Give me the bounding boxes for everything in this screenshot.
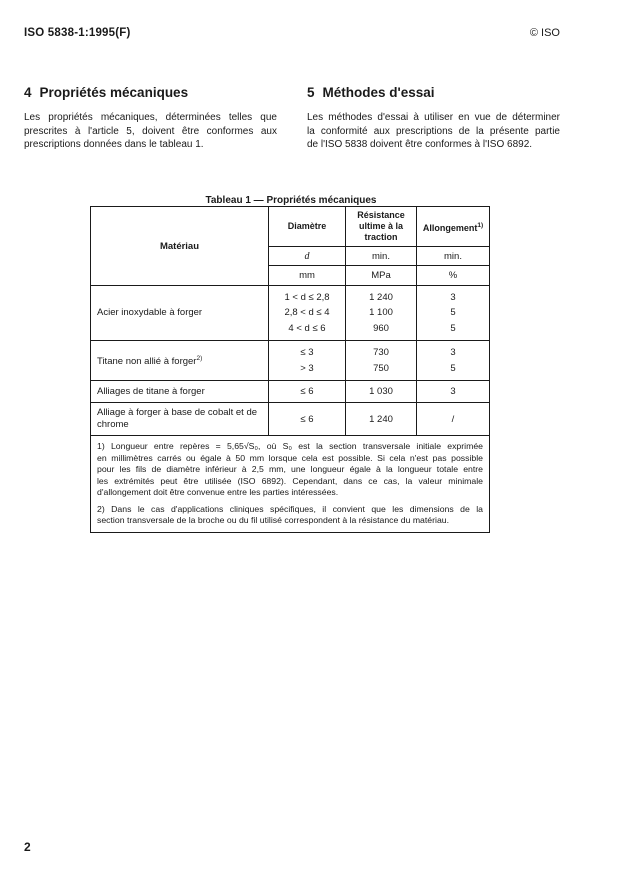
footnote-line: section transversale de la broche ou du fil utilisé correspondent à la résistance du matériau. [97, 515, 450, 525]
header-strength-qualifier: min. [346, 247, 417, 266]
diameter-cell [269, 286, 346, 341]
page-number: 2 [24, 840, 31, 854]
strength-value: 1 240 [369, 291, 393, 303]
elongation-cell: / [417, 403, 490, 436]
section-4-title: Propriétés mécaniques [39, 85, 189, 100]
section-5-number: 5 [307, 85, 315, 100]
header-strength-line: traction [364, 232, 398, 242]
section-5-body [307, 111, 560, 152]
diameter-value: 1 < d ≤ 2,8 [284, 291, 330, 303]
footnote-line: 1) Longueur entre repères = 5,65√S₀, où S₀ est la section transversale initiale exprimée [97, 441, 483, 451]
section-5-heading [307, 85, 435, 100]
table-row [91, 381, 490, 403]
section-4-number: 4 [24, 85, 32, 100]
material-cell: Acier inoxydable à forger [91, 286, 269, 341]
diameter-value: 4 < d ≤ 6 [288, 322, 326, 334]
footnote-2 [97, 504, 483, 527]
diameter-cell [269, 341, 346, 381]
header-strength-line: Résistance [357, 210, 405, 220]
diameter-value: 2,8 < d ≤ 4 [284, 307, 330, 319]
section-4-line: Les propriétés mécaniques, déterminées telles que [24, 112, 277, 123]
elongation-cell [417, 286, 490, 341]
elongation-value: 5 [450, 322, 456, 334]
section-4-line: prescrites à l'article 5, doivent être conformes aux [24, 125, 277, 137]
header-material: Matériau [91, 207, 269, 286]
elongation-cell: 3 [417, 381, 490, 403]
header-diameter-unit: mm [269, 266, 346, 286]
copyright-mark: © ISO [529, 27, 560, 39]
footnote-ref-1: 1) [477, 221, 484, 229]
footnote-line: pour les fils de diamètre inférieur à 2,5 mm, une longueur égale à la longueur totale entre [97, 464, 483, 474]
diameter-value: ≤ 3 [300, 347, 314, 358]
material-line: chrome [97, 419, 129, 430]
header-elongation-label: Allongement [422, 222, 478, 233]
material-cell [91, 403, 269, 436]
header-diameter: Diamètre [269, 207, 346, 247]
material-cell [91, 341, 269, 381]
strength-value: 730 [373, 347, 389, 358]
footnote-line: les extrémités peut être utilisée (ISO 6892). Cependant, dans ce cas, la valeur minimale [97, 475, 483, 486]
strength-cell [346, 341, 417, 381]
diameter-value: > 3 [300, 362, 314, 374]
footnote-line: d'allongement doit être convenue entre les parties intéressées. [97, 487, 339, 497]
strength-value: 960 [373, 322, 389, 334]
header-strength-line: ultime à la [358, 221, 403, 231]
section-4-heading [24, 85, 188, 100]
footnote-ref-2: 2) [196, 354, 203, 362]
section-5-line: de l'ISO 5838 doivent être conformes à l'ISO 6892. [307, 139, 533, 150]
header-elongation [417, 207, 490, 247]
section-4-line: prescriptions données dans le tableau 1. [24, 139, 204, 150]
table-row [91, 341, 490, 381]
table-row [91, 403, 490, 436]
diameter-cell: ≤ 6 [269, 381, 346, 403]
strength-value: 1 100 [369, 307, 393, 319]
elongation-value: 5 [450, 362, 456, 374]
table-notes [91, 436, 490, 533]
elongation-value: 3 [450, 291, 456, 303]
elongation-value: 5 [450, 307, 456, 319]
header-elongation-qualifier: min. [417, 247, 490, 266]
document-id: ISO 5838-1:1995(F) [24, 27, 131, 39]
header-strength [346, 207, 417, 247]
section-5-title: Méthodes d'essai [322, 85, 435, 100]
mechanical-properties-table [90, 206, 490, 533]
footnote-1 [97, 441, 483, 499]
section-4-body [24, 111, 277, 152]
table-notes-row [91, 436, 490, 533]
table-row [91, 286, 490, 341]
footnote-line: en millimètres carrés ou égale à 50 mm lorsque cela est possible. Si cela n'est pas possible [97, 452, 483, 463]
material-cell: Alliages de titane à forger [91, 381, 269, 403]
header-elongation-unit: % [417, 266, 490, 286]
material-line: Alliage à forger à base de cobalt et de [97, 407, 258, 418]
strength-value: 750 [373, 362, 389, 374]
material-label: Titane non allié à forger [97, 356, 197, 368]
strength-cell: 1 240 [346, 403, 417, 436]
section-5-line: la conformité aux prescriptions de la présente partie [307, 125, 560, 137]
diameter-cell: ≤ 6 [269, 403, 346, 436]
header-strength-unit: MPa [346, 266, 417, 286]
footnote-line: 2) Dans le cas d'applications cliniques spécifiques, il convient que les dimensions de la [97, 503, 483, 514]
elongation-value: 3 [450, 347, 456, 358]
section-5-line: Les méthodes d'essai à utiliser en vue de déterminer [307, 112, 560, 123]
table-title: Tableau 1 — Propriétés mécaniques [205, 195, 377, 206]
strength-cell: 1 030 [346, 381, 417, 403]
header-diameter-symbol: d [269, 247, 346, 266]
elongation-cell [417, 341, 490, 381]
strength-cell [346, 286, 417, 341]
